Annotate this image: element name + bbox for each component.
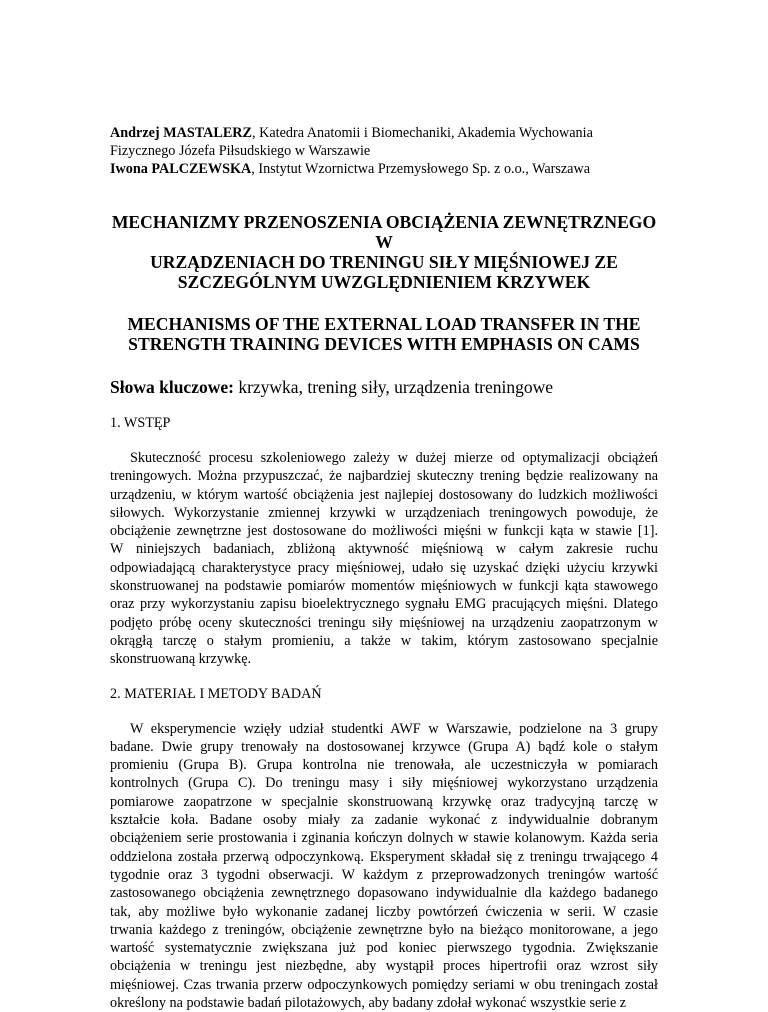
intro-paragraph — [110, 449, 658, 669]
author-line-1 — [110, 124, 658, 142]
title-english-line: MECHANISMS OF THE EXTERNAL LOAD TRANSFER IN THE — [127, 314, 641, 334]
title-polish — [110, 212, 658, 292]
paragraph-line: W eksperymencie wzięły udział studentki AWF w Warszawie, podzielone na 3 grupy — [130, 720, 658, 737]
paragraph-line: podjęto próbę oceny skuteczności treningu siły mięśniowej na urządzeniu zaopatrzonym w — [110, 614, 658, 631]
title-english-line: STRENGTH TRAINING DEVICES WITH EMPHASIS ON CAMS — [128, 334, 640, 354]
methods-paragraph — [110, 720, 658, 1012]
paragraph-line: urządzeniu, w którym wartość obciążenia jest najlepiej dostosowany do ludzkich możliwości — [110, 486, 658, 503]
author-2-name: Iwona PALCZEWSKA — [110, 161, 252, 177]
paragraph-line: zastosowanego obciążenia zewnętrznego dopasowano indywidualnie dla każdego badanego — [110, 885, 658, 902]
title-polish-line: SZCZEGÓLNYM UWZGLĘDNIENIEM KRZYWEK — [177, 272, 591, 292]
paragraph-line: tygodnie oraz 3 tygodni obserwacji. W każdym z przeprowadzonych treningów wartość — [110, 866, 658, 883]
section-heading-methods: 2. MATERIAŁ I METODY BADAŃ — [110, 685, 322, 702]
paragraph-line: tak, aby możliwe było wykonanie zadanej liczby powtórzeń ćwiczenia w serii. W czasie — [110, 903, 658, 920]
paragraph-line: okrągłą tarczę o stałym promieniu, a także w takim, którym zastosowano specjalnie — [110, 632, 658, 649]
paragraph-line: mięśniowej. Czas trwania przerw odpoczynkowych pomiędzy seriami w obu treningach został — [110, 976, 658, 993]
paragraph-line: oddzielona została przerwą odpoczynkową. Eksperyment składał się z treningu trwającego 4 — [110, 848, 658, 865]
paragraph-line: pomiarowe zaopatrzone w specjalnie skonstruowaną krzywkę oraz tradycyjną tarczę w — [110, 793, 658, 810]
title-polish-line: MECHANIZMY PRZENOSZENIA OBCIĄŻENIA ZEWNĘTRZNEGO W — [111, 212, 657, 252]
paragraph-line: obciążeniem serie prostowania i zginania kończyn dolnych w stawie kolanowym. Każda seria — [110, 830, 658, 847]
paragraph-line: kontrolnych (Grupa C). Do treningu masy i siły mięśniowej wykorzystano urządzenia — [110, 775, 658, 792]
paragraph-line: wartość systematycznie zwiększana już pod koniec pierwszego tygodnia. Zwiększanie — [110, 940, 658, 957]
author-1-name: Andrzej MASTALERZ — [110, 125, 253, 141]
paragraph-line: promieniu (Grupa B). Grupa kontrolna nie trenowała, ale uczestniczyła w pomiarach — [110, 757, 658, 774]
paragraph-line: treningowych. Można przypuszczać, że najbardziej skuteczny trening będzie realizowany na — [110, 468, 658, 485]
paragraph-line: badane. Dwie grupy trenowały na dostosowanej krzywce (Grupa A) bądź kole o stałym — [110, 738, 658, 755]
paragraph-line: odpowiadającą charakterystyce pracy mięśniowej, udało się uzyskać dzięki użyciu krzywki — [110, 559, 658, 576]
keywords-label: Słowa kluczowe: — [110, 377, 234, 397]
paragraph-line: obciążenie zewnętrzne jest dostosowane do możliwości mięśni w funkcji kąta w stawie [1]. — [110, 523, 658, 540]
title-english — [110, 314, 658, 354]
keywords-text: krzywka, trening siły, urządzenia treningowe — [233, 377, 554, 397]
author-1-affiliation-cont: Fizycznego Józefa Piłsudskiego w Warszawie — [110, 143, 371, 159]
paragraph-line: siłowych. Wykorzystanie zmiennej krzywki w urządzeniach treningowych powoduje, że — [110, 504, 658, 521]
section-heading-intro: 1. WSTĘP — [110, 415, 171, 431]
paragraph-line: skonstruowanej na podstawie pomiarów momentów mięśniowych w funkcji kąta stawowego — [110, 578, 658, 595]
paragraph-line: oraz przy wykorzystaniu zapisu bioelektrycznego sygnału EMG pracujących mięśni. Dlatego — [110, 596, 658, 613]
paragraph-line: kształcie koła. Badane osoby miały za zadanie wykonać z indywidualnie dobranym — [110, 812, 658, 829]
author-1-affiliation: , Katedra Anatomii i Biomechaniki, Akademia Wychowania — [252, 125, 593, 141]
paragraph-line: Skuteczność procesu szkoleniowego zależy w dużej mierze od optymalizacji obciążeń — [130, 450, 658, 466]
paragraph-line: określony na podstawie badań pilotażowych, aby badany zdołał wykonać wszystkie serie z — [110, 995, 627, 1012]
author-line-2 — [110, 160, 658, 178]
paragraph-line: W niniejszych badaniach, zbliżoną aktywność mięśniową w całym zakresie ruchu — [110, 541, 658, 558]
paragraph-line: trwania każdego z treningów, obciążenie zewnętrzne było na bieżąco monitorowane, a jego — [110, 921, 658, 938]
title-polish-line: URZĄDZENIACH DO TRENINGU SIŁY MIĘŚNIOWEJ ZE — [150, 252, 618, 272]
author-2-affiliation: , Instytut Wzornictwa Przemysłowego Sp. z o.o., Warszawa — [251, 161, 591, 177]
keywords — [110, 376, 658, 398]
paragraph-line: skonstruowaną krzywkę. — [110, 651, 252, 668]
author-block — [110, 124, 658, 178]
paragraph-line: obciążenia w treningu jest niezbędne, aby wystąpił proces hipertrofii oraz wzrost siły — [110, 958, 658, 975]
